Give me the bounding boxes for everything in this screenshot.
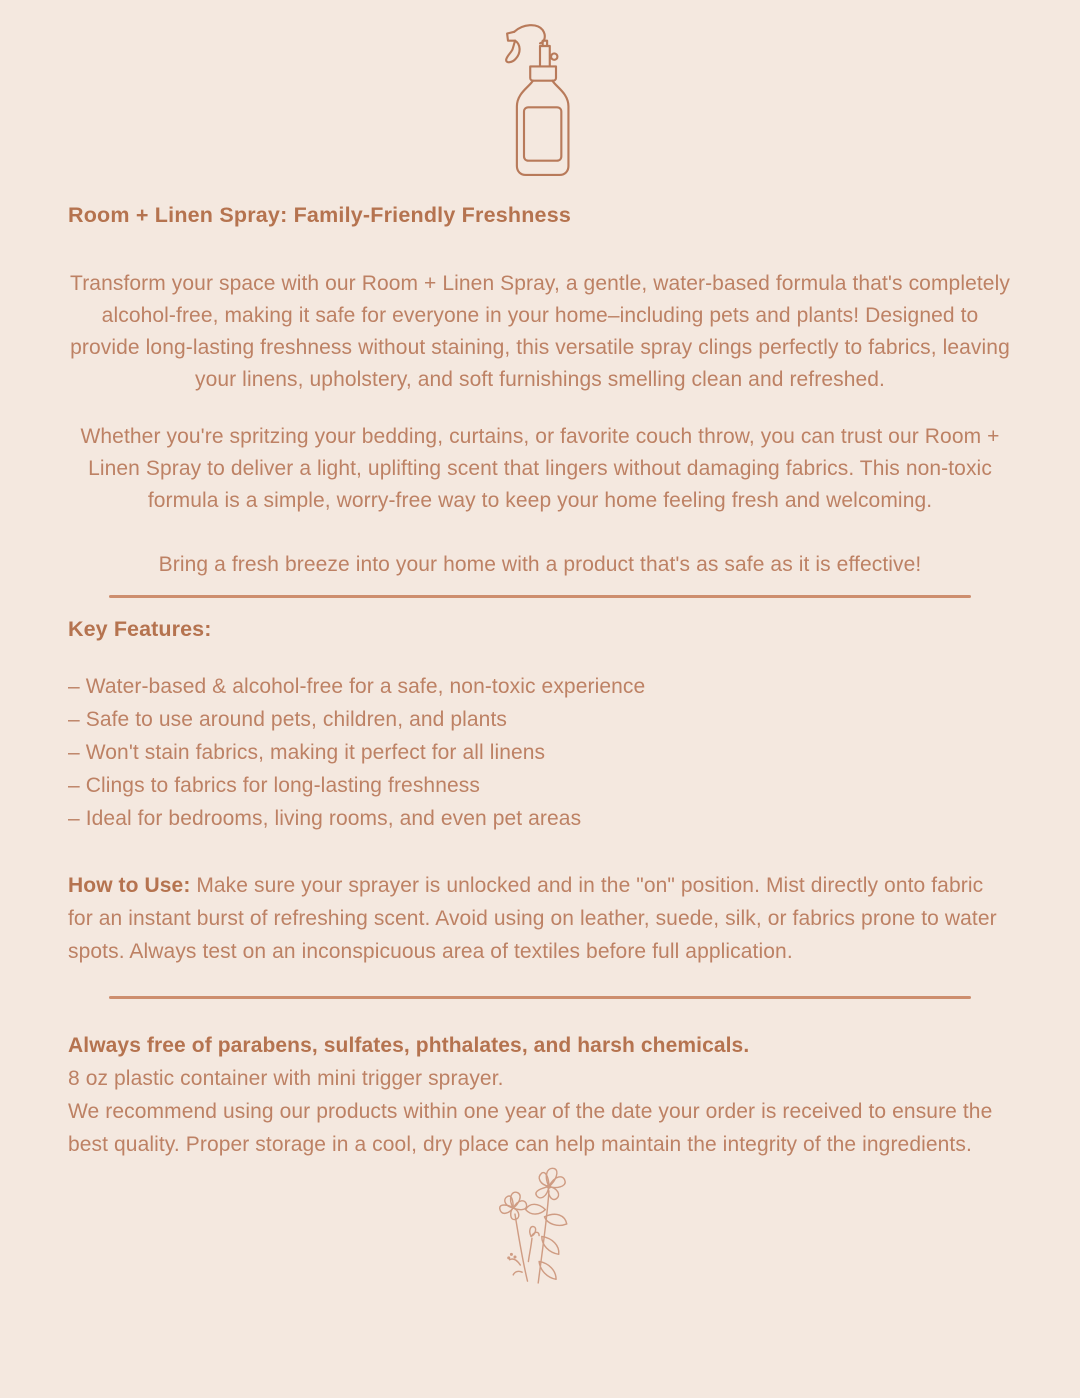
tagline-paragraph: Bring a fresh breeze into your home with a product that's as safe as it is effective!: [158, 553, 922, 576]
container-size-line: 8 oz plastic container with mini trigger sprayer.: [68, 1067, 504, 1090]
spray-bottle-icon: [494, 22, 586, 182]
page-title: Room + Linen Spray: Family-Friendly Freshness: [68, 203, 572, 227]
key-feature-item: – Water-based & alcohol-free for a safe, non-toxic experience: [68, 675, 646, 698]
footer-details: [68, 1029, 1012, 1161]
key-features-heading: Key Features:: [68, 617, 212, 641]
key-feature-item: – Won't stain fabrics, making it perfect for all linens: [68, 741, 546, 764]
header-illustration-container: [68, 0, 1012, 182]
footer-illustration-container: [68, 1165, 1012, 1299]
intro-paragraph-1: Transform your space with our Room + Linen Spray, a gentle, water-based formula that's completely alcohol-free, making it safe for everyone in your home–including pets and plants! Designed to provide long-lasting freshness without staining, this versatile spray clings perfectly to fabrics, leaving your linens, upholstery, and soft furnishings smelling clean and refreshed.: [70, 272, 1010, 391]
key-feature-item: – Ideal for bedrooms, living rooms, and even pet areas: [68, 807, 582, 830]
key-features-list: [68, 670, 1012, 835]
key-feature-item: – Safe to use around pets, children, and plants: [68, 708, 507, 731]
intro-paragraph-2: Whether you're spritzing your bedding, curtains, or favorite couch throw, you can trust our Room + Linen Spray to deliver a light, uplifting scent that lingers without damaging fabrics. This non-toxic formula is a simple, worry-free way to keep your home feeling fresh and welcoming.: [80, 425, 1000, 512]
key-feature-item: – Clings to fabrics for long-lasting freshness: [68, 774, 480, 797]
free-of-line: Always free of parabens, sulfates, phthalates, and harsh chemicals.: [68, 1034, 750, 1057]
how-to-use-paragraph: [68, 869, 1012, 968]
divider-rule-top: [109, 595, 971, 598]
how-to-use-label: How to Use:: [68, 874, 191, 897]
divider-rule-bottom: [109, 996, 971, 999]
recommendation-line: We recommend using our products within one year of the date your order is received to ensure the best quality. Proper storage in a cool, dry place can help maintain the integrity of the ingredients.: [68, 1100, 993, 1156]
flower-sketch-icon: [495, 1165, 585, 1299]
how-to-use-text: Make sure your sprayer is unlocked and in the "on" position. Mist directly onto fabric for an instant burst of refreshing scent. Avoid using on leather, suede, silk, or fabrics prone to water spots. Always test on an inconspicuous area of textiles before full application.: [68, 874, 997, 963]
